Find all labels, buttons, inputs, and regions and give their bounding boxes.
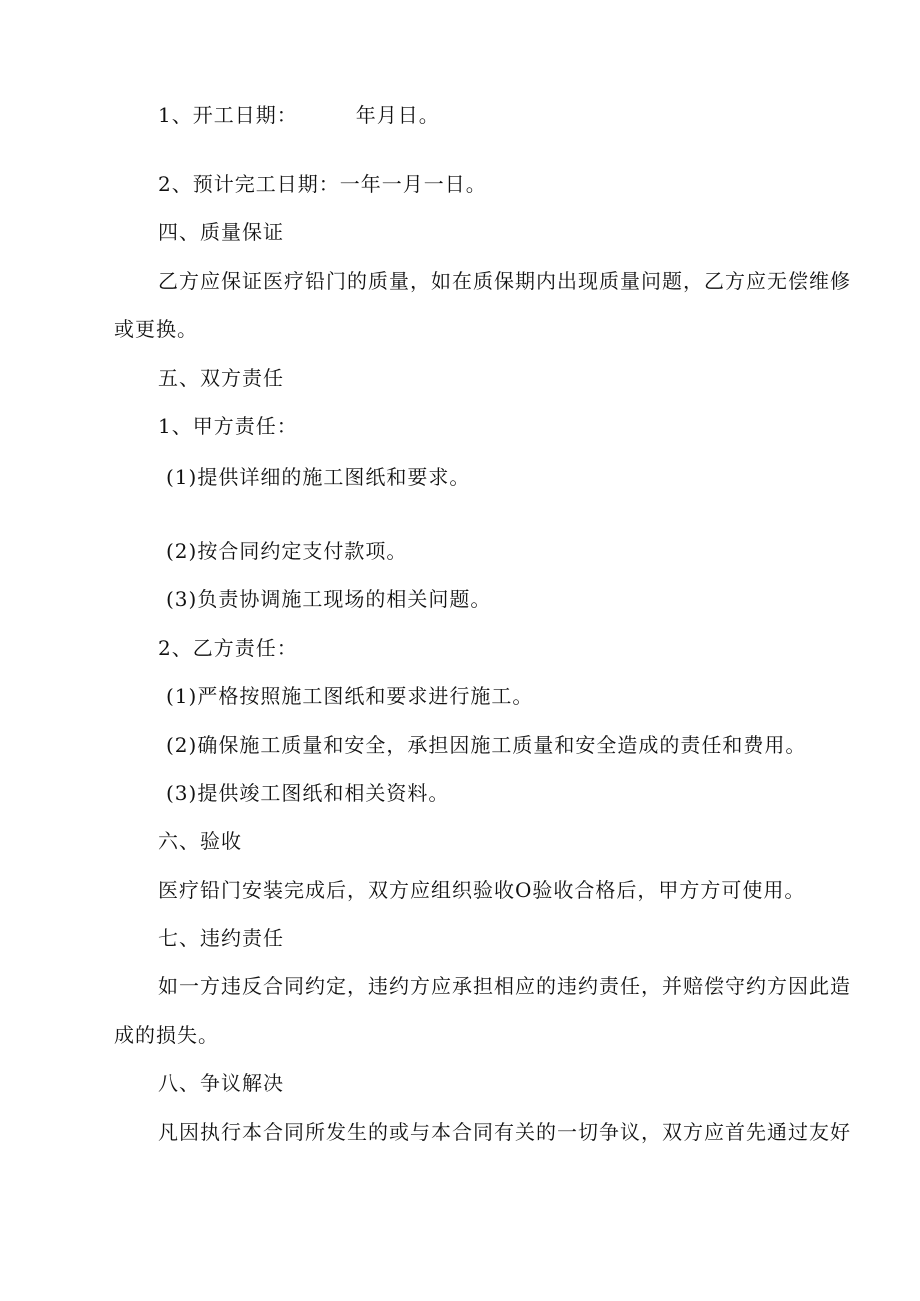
start-date-label: 1、开工日期： (158, 103, 298, 127)
paragraph-line: 成的损失。 (114, 1023, 219, 1047)
list-item: (3)负责协调施工现场的相关问题。 (166, 587, 492, 611)
start-date-value: 年月日。 (355, 103, 440, 127)
section-heading-liability: 七、违约责任 (158, 926, 284, 950)
paragraph-line: 乙方应保证医疗铅门的质量，如在质保期内出现质量问题，乙方应无偿维修 (158, 269, 851, 293)
paragraph-line: 或更换。 (114, 317, 198, 341)
section-heading-responsibility: 五、双方责任 (158, 366, 284, 390)
list-item: (2)按合同约定支付款项。 (166, 539, 408, 563)
list-item: (2)确保施工质量和安全，承担因施工质量和安全造成的责任和费用。 (166, 733, 807, 757)
list-item: (3)提供竣工图纸和相关资料。 (166, 781, 450, 805)
list-item: (1)提供详细的施工图纸和要求。 (166, 465, 471, 489)
subheading-party-a: 1、甲方责任： (158, 414, 298, 438)
paragraph-line: 医疗铅门安装完成后，双方应组织验收O验收合格后，甲方方可使用。 (158, 878, 806, 902)
paragraph-line: 凡因执行本合同所发生的或与本合同有关的一切争议，双方应首先通过友好 (158, 1120, 851, 1144)
end-date-line: 2、预计完工日期：一年一月一日。 (158, 172, 487, 196)
section-heading-acceptance: 六、验收 (158, 829, 242, 853)
section-heading-quality: 四、质量保证 (158, 220, 284, 244)
paragraph-line: 如一方违反合同约定，违约方应承担相应的违约责任，并赔偿守约方因此造 (158, 974, 851, 998)
section-heading-dispute: 八、争议解决 (158, 1071, 284, 1095)
list-item: (1)严格按照施工图纸和要求进行施工。 (166, 684, 534, 708)
start-date-line (158, 103, 440, 127)
subheading-party-b: 2、乙方责任： (158, 636, 298, 660)
